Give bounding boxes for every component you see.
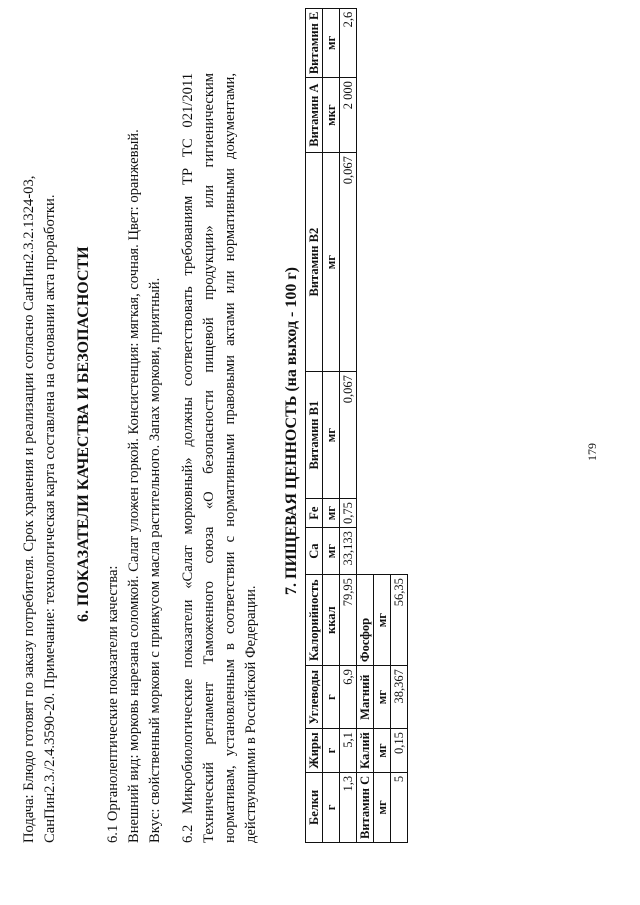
unit-cell: мг [374, 729, 391, 773]
unit-cell: мг [374, 666, 391, 729]
appearance-text: Внешний вид: морковь нарезана соломкой. Салат уложен горкой. Консистенция: мягкая, сочная. Цвет: оранжевый. [126, 129, 142, 843]
unit-cell: мг [374, 772, 391, 842]
header-cell: Витамин E [306, 8, 323, 77]
quality-intro: 6.1 Органолептические показатели качества: [105, 565, 121, 843]
value-cell: 5 [391, 772, 408, 842]
header-cell: Магний [357, 666, 374, 729]
unit-cell: мг [323, 153, 340, 372]
unit-cell: мг [374, 575, 391, 666]
unit-cell: мг [323, 8, 340, 77]
value-cell: 38,367 [391, 666, 408, 729]
unit-cell: ккал [323, 575, 340, 666]
header-cell: Витамин B1 [306, 372, 323, 499]
value-cell: 0,067 [340, 372, 357, 499]
empty-cell [374, 8, 391, 574]
header-cell: Жиры [306, 729, 323, 773]
micro-line-1: 6.2 Микробиологические показатели «Салат морковный» должны соответствовать требованиям ТР ТС 021/2011 [180, 73, 196, 843]
value-cell: 1,3 [340, 772, 357, 842]
value-cell: 0,15 [391, 729, 408, 773]
value-cell: 6,9 [340, 666, 357, 729]
table-row [306, 8, 323, 842]
micro-line-3: нормативам, установленным в соответствии с нормативными правовыми актами или нормативными документами, [222, 73, 238, 843]
unit-cell: г [323, 729, 340, 773]
table-row [323, 8, 340, 842]
header-cell: Ca [306, 528, 323, 575]
micro-line-2: Технический регламент Таможенного союза «О безопасности пищевой продукции» или гигиеническим [201, 73, 217, 843]
value-cell: 5,1 [340, 729, 357, 773]
header-cell: Витамин B2 [306, 153, 323, 372]
header-cell: Калий [357, 729, 374, 773]
unit-cell: мг [323, 372, 340, 499]
value-cell: 0,75 [340, 499, 357, 528]
unit-cell: г [323, 772, 340, 842]
unit-cell: г [323, 666, 340, 729]
empty-cell [391, 8, 408, 574]
unit-cell: мг [323, 528, 340, 575]
header-cell: Калорийность [306, 575, 323, 666]
table-row [374, 8, 391, 842]
value-cell: 33,133 [340, 528, 357, 575]
value-cell: 56,35 [391, 575, 408, 666]
micro-line-4: действующими в Российской Федерации. [243, 585, 259, 843]
table-row [357, 8, 374, 842]
intro-line-2: СанПин2.3./2.4.3590-20. Примечание: технологическая карта составлена на основании акта проработки. [42, 194, 58, 843]
empty-cell [357, 8, 374, 574]
table-row [391, 8, 408, 842]
value-cell: 0,067 [340, 153, 357, 372]
table-row [340, 8, 357, 842]
unit-cell: мкг [323, 78, 340, 153]
header-cell: Фосфор [357, 575, 374, 666]
intro-line-1: Подача: Блюдо готовят по заказу потребителя. Срок хранения и реализации согласно СанПин2.3.2.1324-03, [21, 175, 37, 843]
value-cell: 79,95 [340, 575, 357, 666]
section-6-title: 6. ПОКАЗАТЕЛИ КАЧЕСТВА И БЕЗОПАСНОСТИ [75, 246, 92, 622]
header-cell: Белки [306, 772, 323, 842]
page-number: 179 [585, 443, 599, 461]
taste-text: Вкус: свойственный моркови с привкусом масла растительного. Запах моркови, приятный. [147, 277, 163, 843]
value-cell: 2,6 [340, 8, 357, 77]
header-cell: Витамин C [357, 772, 374, 842]
unit-cell: мг [323, 499, 340, 528]
section-7-title: 7. ПИЩЕВАЯ ЦЕННОСТЬ (на выход - 100 г) [283, 267, 300, 595]
header-cell: Витамин A [306, 78, 323, 153]
header-cell: Fe [306, 499, 323, 528]
value-cell: 2 000 [340, 78, 357, 153]
nutrition-table [305, 8, 408, 843]
header-cell: Углеводы [306, 666, 323, 729]
